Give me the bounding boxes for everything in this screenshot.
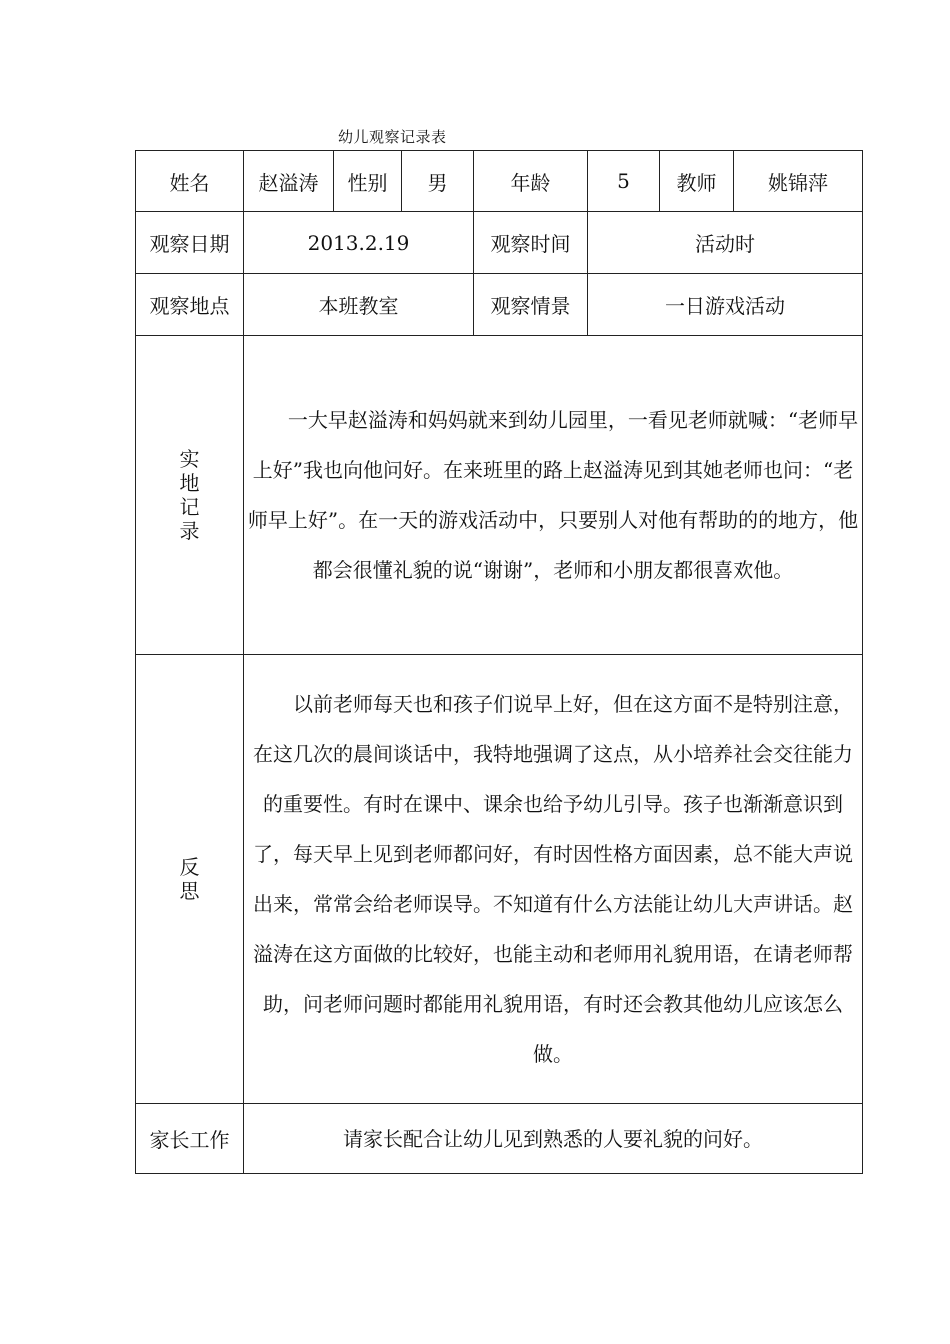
place-label: 观察地点 xyxy=(136,274,244,336)
info-row-place xyxy=(136,274,863,336)
field-record-row xyxy=(136,336,863,655)
reflection-row xyxy=(136,655,863,1104)
field-record-text: 一大早赵溢涛和妈妈就来到幼儿园里，一看见老师就喊：“老师早上好”我也向他问好。在来班里的路上赵溢涛见到其她老师也问：“老师早上好”。在一天的游戏活动中，只要别人对他有帮助的的地方，他都会很懂礼貌的说“谢谢”，老师和小朋友都很喜欢他。 xyxy=(244,336,863,655)
document-title: 幼儿观察记录表 xyxy=(338,128,447,146)
gender-value: 男 xyxy=(402,151,474,212)
field-record-label: 实 地 记 录 xyxy=(136,336,244,655)
observation-record-table xyxy=(135,150,863,1174)
age-label: 年龄 xyxy=(474,151,588,212)
parent-work-row xyxy=(136,1104,863,1174)
reflection-text: 以前老师每天也和孩子们说早上好，但在这方面不是特别注意，在这几次的晨间谈话中，我特地强调了这点，从小培养社会交往能力的重要性。有时在课中、课余也给予幼儿引导。孩子也渐渐意识到了，每天早上见到老师都问好，有时因性格方面因素，总不能大声说出来，常常会给老师误导。不知道有什么方法能让幼儿大声讲话。赵溢涛在这方面做的比较好，也能主动和老师用礼貌用语，在请老师帮助，问老师问题时都能用礼貌用语，有时还会教其他幼儿应该怎么做。 xyxy=(244,655,863,1104)
info-row-date xyxy=(136,212,863,274)
teacher-label: 教师 xyxy=(660,151,734,212)
date-value: 2013.2.19 xyxy=(244,212,474,274)
name-label: 姓名 xyxy=(136,151,244,212)
name-value: 赵溢涛 xyxy=(244,151,334,212)
gender-label: 性别 xyxy=(334,151,402,212)
date-label: 观察日期 xyxy=(136,212,244,274)
scene-value: 一日游戏活动 xyxy=(588,274,863,336)
scene-label: 观察情景 xyxy=(474,274,588,336)
age-value: 5 xyxy=(588,151,660,212)
parent-work-text: 请家长配合让幼儿见到熟悉的人要礼貌的问好。 xyxy=(244,1104,863,1174)
info-row-basic xyxy=(136,151,863,212)
parent-work-label: 家长工作 xyxy=(136,1104,244,1174)
time-label: 观察时间 xyxy=(474,212,588,274)
reflection-label: 反 思 xyxy=(136,655,244,1104)
time-value: 活动时 xyxy=(588,212,863,274)
teacher-value: 姚锦萍 xyxy=(734,151,863,212)
place-value: 本班教室 xyxy=(244,274,474,336)
